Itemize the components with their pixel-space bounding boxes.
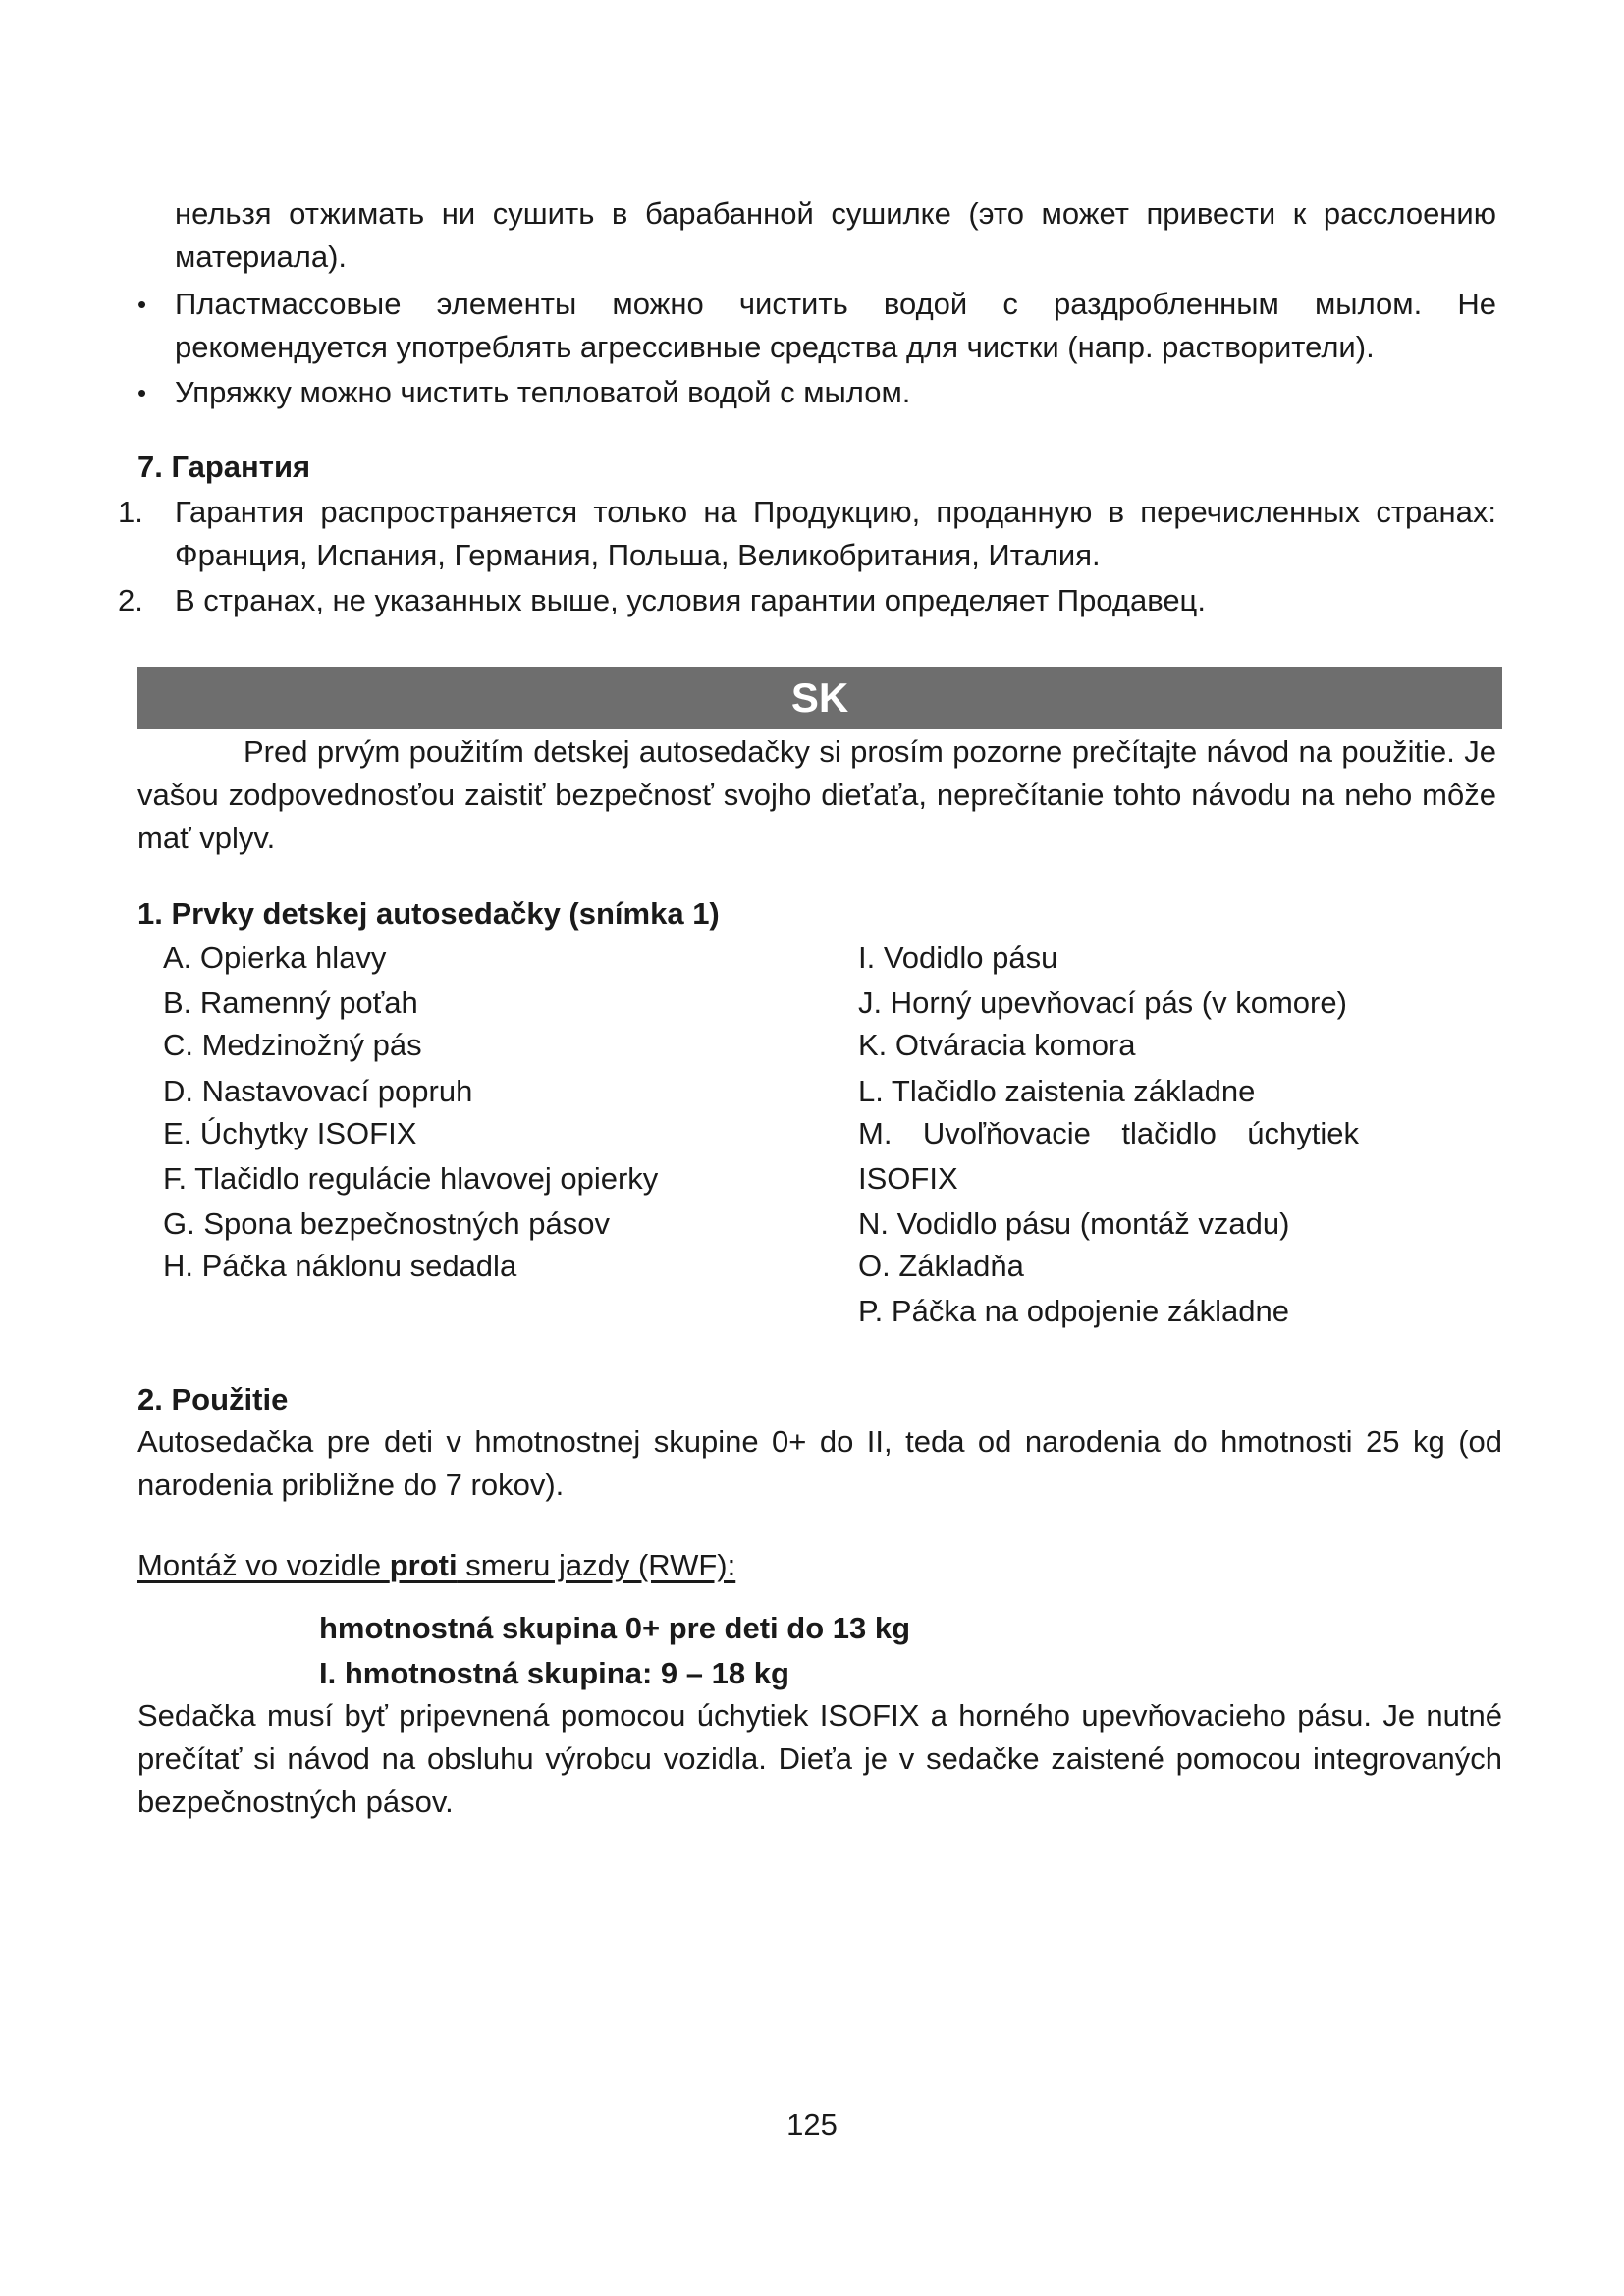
usage-paragraph: Autosedačka pre deti v hmotnostnej skupine 0+ do II, teda od narodenia do hmotnosti 25 kg (od narodenia približne do 7 rokov). (137, 1424, 1502, 1502)
mount-prefix: Montáž vo vozidle (137, 1548, 390, 1582)
part-item: J. Horný upevňovací pás (v komore) (858, 986, 1347, 1020)
ru-bullet-item: Пластмассовые элементы можно чистить водой с раздробленным мылом. Не рекомендуется употреблять агрессивные средства для чистки (напр. растворители). (175, 287, 1496, 364)
part-item: P. Páčka na odpojenie základne (858, 1294, 1289, 1328)
mount-bold: proti (389, 1548, 458, 1582)
part-item: F. Tlačidlo regulácie hlavovej opierky (163, 1161, 659, 1196)
warranty-item: В странах, не указанных выше, условия гарантии определяет Продавец. (175, 583, 1206, 617)
part-item: ISOFIX (858, 1161, 958, 1196)
warranty-item-number: 1. (118, 495, 143, 529)
weight-group-line: hmotnostná skupina 0+ pre deti do 13 kg (319, 1611, 911, 1645)
mount-direction-heading (137, 1544, 735, 1587)
part-item: O. Základňa (858, 1249, 1024, 1283)
part-item: M. Uvoľňovacie tlačidlo úchytiek (858, 1116, 1359, 1150)
part-item: B. Ramenný poťah (163, 986, 418, 1020)
mount-suffix: smeru jazdy (RWF): (457, 1548, 736, 1582)
sk-intro-paragraph: Pred prvým použitím detskej autosedačky si prosím pozorne prečítajte návod na použitie. Je vašou zodpovednosťou zaistiť bezpečnosť svojho dieťaťa, neprečítanie tohto návodu na neho môže mať vplyv. (137, 734, 1496, 855)
bullet-icon: • (137, 378, 147, 407)
warranty-heading: 7. Гарантия (137, 450, 311, 484)
part-item: E. Úchytky ISOFIX (163, 1116, 417, 1150)
part-item: L. Tlačidlo zaistenia základne (858, 1074, 1256, 1108)
part-item: I. Vodidlo pásu (858, 940, 1058, 975)
part-item: D. Nastavovací popruh (163, 1074, 473, 1108)
ru-bullet-item: Упряжку можно чистить тепловатой водой с мылом. (175, 375, 911, 409)
warranty-item: Гарантия распространяется только на Продукцию, проданную в перечисленных странах: Франция, Испания, Германия, Польша, Великобритания, Италия. (175, 495, 1496, 572)
part-item: A. Opierka hlavy (163, 940, 387, 975)
ru-continuation-paragraph: нельзя отжимать ни сушить в барабанной сушилке (это может привести к расслоению материала). (175, 196, 1496, 274)
sk-section-header: SK (137, 667, 1502, 729)
bullet-icon: • (137, 290, 147, 319)
part-item: G. Spona bezpečnostných pásov (163, 1206, 610, 1241)
part-item: N. Vodidlo pásu (montáž vzadu) (858, 1206, 1290, 1241)
part-item: C. Medzinožný pás (163, 1028, 422, 1062)
warranty-item-number: 2. (118, 583, 143, 617)
page-number: 125 (786, 2108, 838, 2142)
parts-heading: 1. Prvky detskej autosedačky (snímka 1) (137, 896, 720, 931)
part-item: H. Páčka náklonu sedadla (163, 1249, 517, 1283)
weight-group-line: I. hmotnostná skupina: 9 – 18 kg (319, 1656, 789, 1690)
install-paragraph: Sedačka musí byť pripevnená pomocou úchytiek ISOFIX a horného upevňovacieho pásu. Je nutné prečítať si návod na obsluhu výrobcu vozidla. Dieťa je v sedačke zaistené pomocou integrovaných bezpečnostných pásov. (137, 1698, 1502, 1819)
usage-heading: 2. Použitie (137, 1382, 289, 1416)
part-item: K. Otváracia komora (858, 1028, 1136, 1062)
